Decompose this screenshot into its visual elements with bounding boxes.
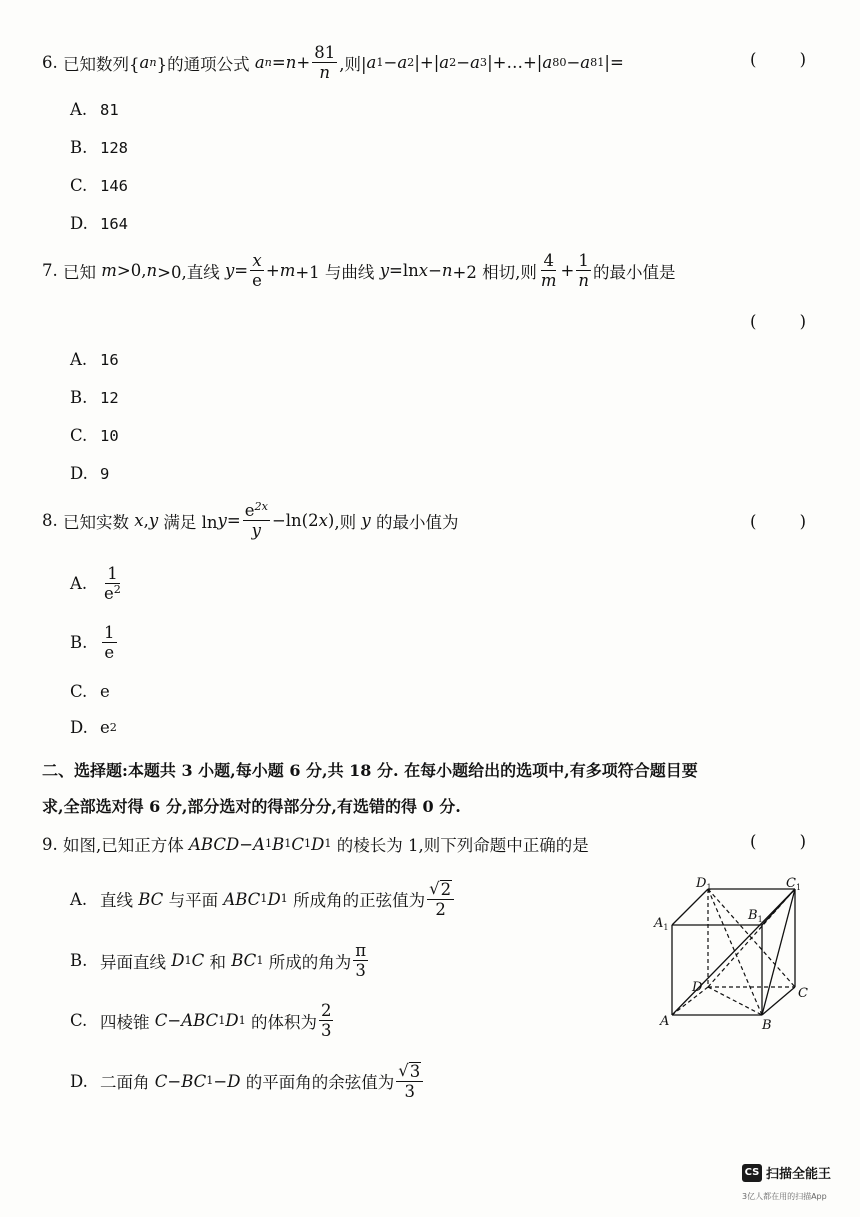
cs-logo-icon: CS — [742, 1164, 762, 1182]
question-9-stem: 9. 如图,已知正方体 ABCD − A 1 B 1 C 1 D 1 的棱长为 1,则下列命题中正确的是 — [42, 834, 589, 855]
scanner-logo: CS 扫描全能王 — [742, 1163, 831, 1182]
q6-option-b: B. 128 — [70, 138, 128, 157]
q7-option-c: C. 10 — [70, 426, 119, 445]
answer-paren: ( ) — [750, 50, 806, 69]
section-2-heading: 二、选择题:本题共 3 小题,每小题 6 分,共 18 分. 在每小题给出的选项中,有多项符合题目要 — [42, 761, 698, 780]
fraction: $\frac{\pi}{3}$ — [355, 941, 367, 981]
fraction: $\frac{x}{e}$ — [252, 251, 262, 291]
question-6-stem: 6. 已知数列{ a n }的通项公式 a n = n + $\frac{81}{n}$ ,则| a 1 − a 2 |+| a 2 − a 3 |+…+| a 80 − a 81 |= — [42, 43, 624, 83]
fraction: $\frac{1}{e}$ — [104, 623, 115, 663]
q8-option-c: C. e — [70, 682, 110, 701]
vertex-label-b1: $B_1$ — [748, 908, 763, 924]
vertex-label-d1: $D_1$ — [696, 876, 712, 892]
q9-option-c: C. 四棱锥 C − ABC 1 D 1 的体积为 $\frac{2}{3}$ — [70, 1001, 332, 1041]
fraction: $\frac{4}{m}$ — [540, 251, 557, 291]
q6-option-d: D. 164 — [70, 214, 128, 233]
scanner-tagline: 3亿人都在用的扫描App — [742, 1192, 827, 1201]
vertex-label-b: B — [762, 1018, 772, 1033]
question-7-stem: 7. 已知 m >0, n >0,直线 y = $\frac{x}{e}$ + m +1 与曲线 y =ln x − n +2 相切,则 $\frac{4}{m}$ + $\frac{1}{n}$ 的最小值是 — [42, 251, 676, 291]
answer-paren: ( ) — [750, 832, 806, 851]
section-2-heading-cont: 求,全部选对得 6 分,部分选对的得部分分,有选错的得 0 分. — [42, 797, 461, 816]
q8-option-a: A. $\frac{1}{e^2}$ — [70, 564, 121, 604]
cube-diagram — [650, 875, 820, 1035]
fraction: √ 2 2 — [427, 880, 454, 919]
vertex-label-d: D — [692, 980, 703, 995]
fraction: $\frac{e^{2x}}{y}$ — [244, 499, 268, 541]
q6-option-c: C. 146 — [70, 176, 128, 195]
vertex-label-a1: $A_1$ — [654, 916, 669, 932]
vertex-label-c: C — [798, 986, 808, 1001]
q9-option-b: B. 异面直线 D 1 C 和 BC 1 所成的角为 $\frac{\pi}{3}$ — [70, 941, 367, 981]
fraction: √ 3 3 — [396, 1062, 423, 1101]
q7-option-b: B. 12 — [70, 388, 119, 407]
q6-option-a: A. 81 — [70, 100, 119, 119]
question-8-stem: 8. 已知实数 x , y 满足 ln y = $\frac{e^{2x}}{y}$ −ln(2 x ) ,则 y 的最小值为 — [42, 499, 459, 541]
vertex-label-a: A — [660, 1014, 670, 1029]
fraction: $\frac{1}{n}$ — [578, 251, 589, 291]
q8-option-d: D. e 2 — [70, 718, 117, 737]
q7-option-d: D. 9 — [70, 464, 110, 483]
q7-option-a: A. 16 — [70, 350, 119, 369]
fraction: $\frac{81}{n}$ — [314, 43, 336, 83]
fraction: $\frac{1}{e^2}$ — [104, 564, 121, 604]
q9-option-d: D. 二面角 C − BC 1 − D 的平面角的余弦值为 √ 3 3 — [70, 1062, 425, 1101]
q9-option-a: A. 直线 BC 与平面 ABC 1 D 1 所成角的正弦值为 √ 2 2 — [70, 880, 456, 919]
vertex-label-c1: $C_1$ — [786, 876, 802, 892]
fraction: $\frac{2}{3}$ — [320, 1001, 332, 1041]
answer-paren: ( ) — [750, 312, 806, 331]
q8-option-b: B. $\frac{1}{e}$ — [70, 623, 115, 663]
answer-paren: ( ) — [750, 512, 806, 531]
